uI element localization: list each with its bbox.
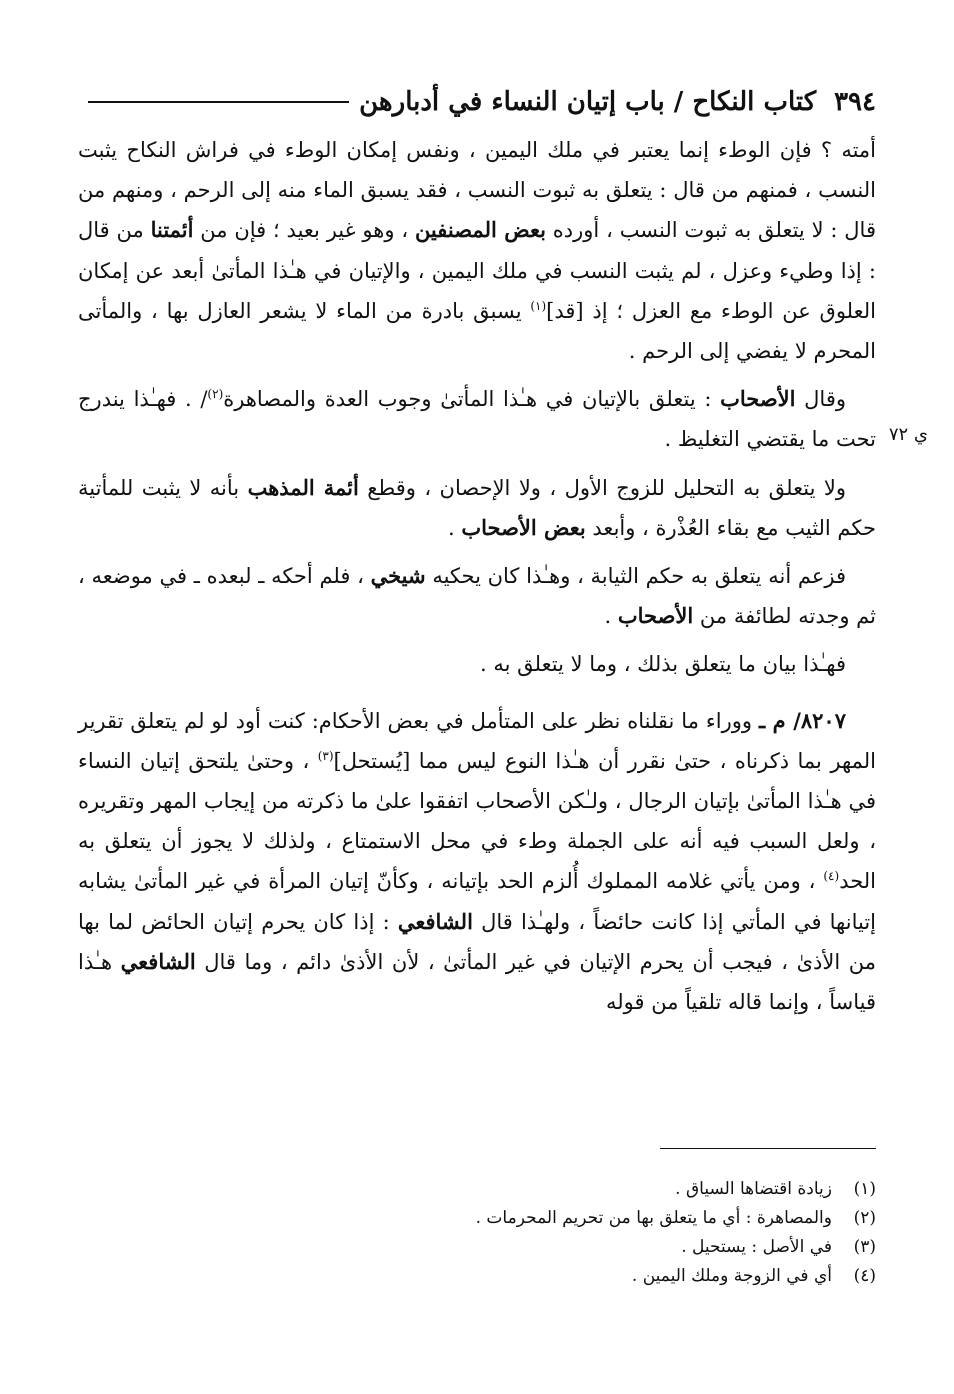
bold-term: بعض المصنفين [414,217,546,243]
footnote-marker: (١) [530,298,547,313]
header-rule [88,101,349,103]
text-run: ، وهو غير بعيد ؛ فإن من [193,218,415,243]
text-run: هـٰذا قياساً ، وإنما قاله تلقياً من قوله [78,949,876,1015]
text-run: فهـٰذا بيان ما يتعلق بذلك ، وما لا يتعلق به . [480,652,846,677]
text-run: ووراء ما نقلناه نظر على المتأمل في بعض الأحكام: كنت أود لو لم يتعلق تقرير المهر بما ذكرناه ، حتىٰ نقرر أن هـٰذا النوع ليس مما [يُستحل] [78,708,877,773]
paragraph [78,556,876,636]
paragraph [78,130,876,371]
text-run: أمته ؟ فإن الوطء إنما يعتبر في ملك اليمين ، ونفس إمكان الوطء في فراش النكاح يثبت النسب ، فمنهم من قال : يتعلق به ثبوت النسب ، فقد يسبق الماء منه إلى الرحم ، ومنهم من قال : لا يتعلق به ثبوت النسب ، أورده [78,138,876,243]
page-number: ٣٩٤ [834,87,876,117]
footnote [78,1204,876,1233]
bold-term: الشافعي [397,908,473,934]
footnote-text: زيادة اقتضاها السياق . [675,1179,832,1199]
bold-term: الشافعي [120,948,196,974]
text-run: فزعم أنه يتعلق به حكم الثيابة ، وهـٰذا كان يحكيه [425,564,846,589]
footnote-number: (١) [853,1179,876,1199]
chapter-title: كتاب النكاح / باب إتيان النساء في أدبارهن [359,87,817,117]
paragraph [78,379,876,459]
footnote [78,1233,876,1262]
footnote-marker: (٢) [207,387,224,402]
footnote-number: (٢) [853,1208,876,1228]
bold-term: أئمة المذهب [247,474,359,500]
bold-term: الأصحاب [617,603,694,629]
text-run: : إذا كان يحرم إتيان الحائض لما بها من الأذىٰ ، فيجب أن يحرم الإتيان في غير المأتىٰ ، لأن الأذىٰ دائم ، وما قال [78,909,876,974]
text-run: ، فلم أحكه ـ لبعده ـ في موضعه ، ثم وجدته لطائفة من [78,564,876,629]
text-run: . [604,604,618,629]
text-run: / . فهـٰذا يندرج تحت ما يقتضي التغليظ . [78,387,876,452]
main-text [78,130,876,1022]
footnote-text: أي في الزوجة وملك اليمين . [631,1266,832,1286]
bold-term: ٨٢٠٧/ م ـ [758,707,846,733]
running-header [78,82,876,122]
bold-term: الأصحاب [720,386,796,412]
bold-term: شيخي [370,563,426,589]
text-run: ، وحتىٰ يلتحق إتيان النساء في هـٰذا المأتىٰ بإتيان الرجال ، ولـٰكن الأصحاب اتفقوا علىٰ ما ذكرته من إيجاب المهر وتقريره ، ولعل السبب فيه أنه على الجملة وطء في محل الاستمتاع ، ولذلك لا يجوز أن يتعلق به الحد [78,748,876,894]
footnote-marker: (٣) [317,748,334,763]
text-run: . [447,515,462,540]
footnote-marker: (٤) [823,869,840,884]
footnote-number: (٣) [853,1237,876,1257]
footnote [78,1175,876,1204]
text-run: ولا يتعلق به التحليل للزوج الأول ، ولا الإحصان ، وقطع [358,475,847,500]
paragraph [78,468,876,548]
paragraph [78,701,876,1023]
footnote [78,1262,876,1291]
bold-term: أئمتنا [150,217,194,243]
footnote-separator [660,1148,876,1149]
bold-term: بعض الأصحاب [461,514,586,540]
text-run: بأنه لا يثبت للمأتية حكم الثيب مع بقاء العُذْرة ، وأبعد [78,475,876,540]
paragraph [78,644,876,684]
footnotes [78,1175,876,1291]
text-run: وقال [795,387,846,412]
text-run: : يتعلق بالإتيان في هـٰذا المأتىٰ وجوب العدة والمصاهرة [223,387,721,412]
text-run: ، ومن يأتي غلامه المملوك أُلزم الحد بإتيانه ، وكأنّ إتيان المرأة في غير المأتىٰ يشابه إتيانها في المأتي إذا كانت حائضاً ، ولهـٰذا قال [78,869,877,934]
footnote-text: والمصاهرة : أي ما يتعلق بها من تحريم المحرمات . [475,1208,832,1228]
text-run: من قال : إذا وطيء وعزل ، لم يثبت النسب في ملك اليمين ، والإتيان في هـٰذا المأتىٰ أبعد عن إمكان العلوق عن الوطء مع العزل ؛ إذ [قد] [78,218,876,323]
footnote-number: (٤) [853,1266,876,1286]
footnote-text: في الأصل : يستحيل . [681,1237,832,1257]
margin-reference: ي ٧٢ [888,424,928,445]
text-run: يسبق بادرة من الماء لا يشعر العازل بها ، والمأتى المحرم لا يفضي إلى الرحم . [78,298,876,364]
